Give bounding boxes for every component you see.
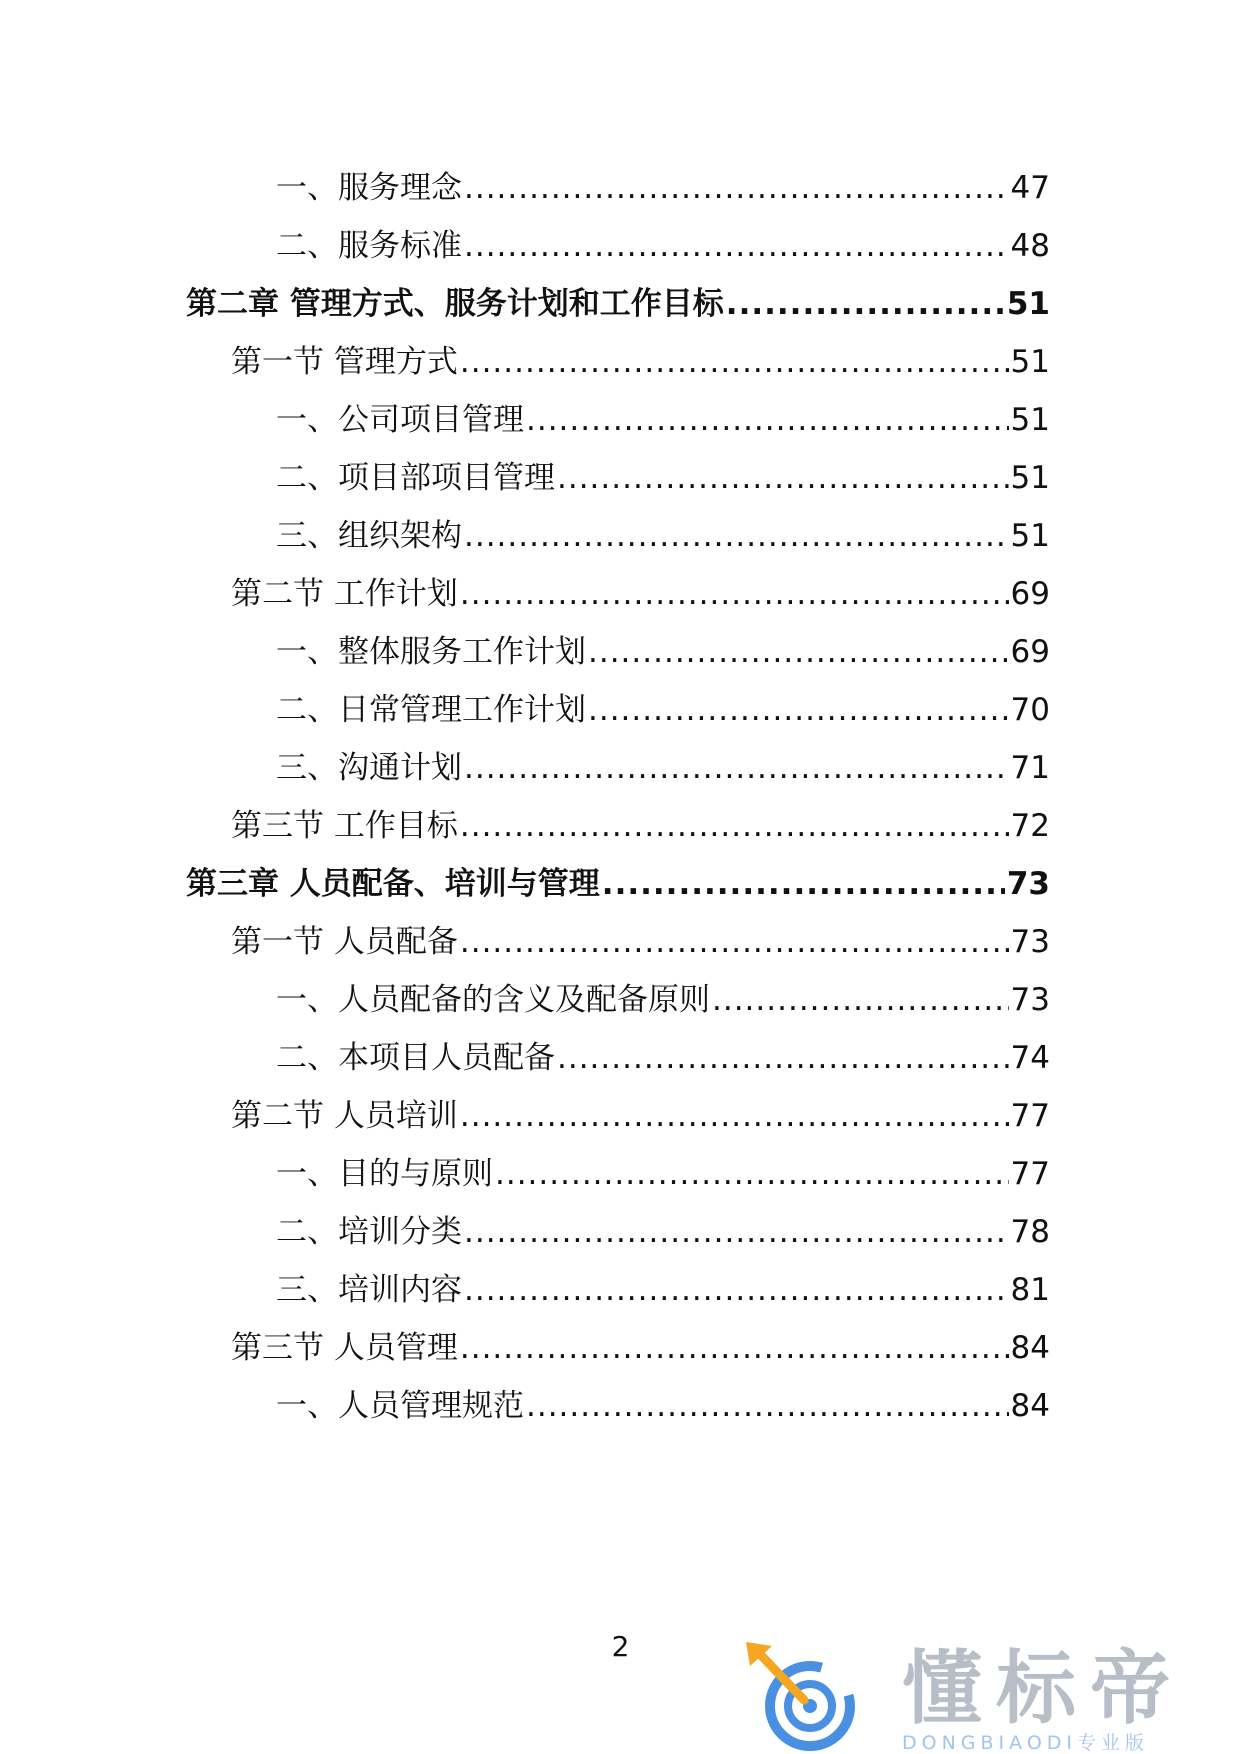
toc-entry-title: 一、目的与原则: [276, 1156, 493, 1192]
toc-entry-page: 84: [1010, 1388, 1050, 1424]
toc-leader-dots: [464, 748, 1009, 788]
toc-leader-dots: [557, 1038, 1009, 1078]
toc-entry[interactable]: [276, 516, 1050, 556]
toc-section-title: 第二节 人员培训: [231, 1098, 458, 1134]
toc-entry-title: 二、项目部项目管理: [276, 460, 555, 496]
toc-entry-page: 74: [1010, 1040, 1050, 1076]
toc-entry[interactable]: [276, 458, 1050, 498]
toc-leader-dots: [464, 516, 1009, 556]
toc-section-page: 72: [1010, 808, 1050, 844]
toc-leader-dots: [464, 1212, 1009, 1252]
page-number: 2: [611, 1630, 630, 1663]
toc-entry-title: 一、公司项目管理: [276, 402, 524, 438]
toc-leader-dots: [460, 574, 1009, 614]
toc-entry[interactable]: [276, 1386, 1050, 1426]
toc-entry-title: 二、服务标准: [276, 228, 462, 264]
toc-entry[interactable]: [276, 1212, 1050, 1252]
toc-section[interactable]: [231, 1328, 1050, 1368]
toc-leader-dots: [557, 458, 1009, 498]
toc-section[interactable]: [231, 922, 1050, 962]
toc-chapter-page: 51: [1006, 286, 1050, 322]
toc-section-title: 第一节 管理方式: [231, 344, 458, 380]
toc-leader-dots: [464, 168, 1009, 208]
toc-entry-page: 51: [1010, 460, 1050, 496]
watermark-brand: 懂标帝: [902, 1642, 1184, 1735]
toc-entry-title: 一、人员配备的含义及配备原则: [276, 982, 710, 1018]
toc-section[interactable]: [231, 574, 1050, 614]
toc-entry-page: 81: [1010, 1272, 1050, 1308]
toc-chapter-title: 第二章 管理方式、服务计划和工作目标: [186, 286, 724, 322]
toc-leader-dots: [526, 400, 1009, 440]
toc-section-page: 84: [1010, 1330, 1050, 1366]
toc-entry-page: 77: [1010, 1156, 1050, 1192]
toc-entry[interactable]: [276, 168, 1050, 208]
toc-section-page: 51: [1010, 344, 1050, 380]
watermark-subtitle: DONGBIAODI专业版: [902, 1732, 1150, 1754]
toc-section-title: 第三节 工作目标: [231, 808, 458, 844]
toc-section-page: 69: [1010, 576, 1050, 612]
toc-leader-dots: [460, 1096, 1009, 1136]
toc-leader-dots: [726, 284, 1005, 324]
toc-section-title: 第二节 工作计划: [231, 576, 458, 612]
toc-leader-dots: [460, 806, 1009, 846]
toc-section-title: 第一节 人员配备: [231, 924, 458, 960]
toc-entry[interactable]: [276, 1154, 1050, 1194]
toc-chapter-page: 73: [1006, 866, 1050, 902]
toc-entry-title: 一、整体服务工作计划: [276, 634, 586, 670]
toc-leader-dots: [464, 226, 1009, 266]
toc-entry-title: 三、组织架构: [276, 518, 462, 554]
toc-entry[interactable]: [276, 400, 1050, 440]
toc-chapter[interactable]: [186, 864, 1050, 904]
toc-leader-dots: [588, 632, 1009, 672]
toc-entry-title: 三、培训内容: [276, 1272, 462, 1308]
target-logo-icon: [742, 1640, 872, 1754]
watermark: [742, 1640, 1222, 1754]
toc-entry[interactable]: [276, 690, 1050, 730]
toc-section[interactable]: [231, 806, 1050, 846]
toc-entry-page: 78: [1010, 1214, 1050, 1250]
toc-entry-title: 二、培训分类: [276, 1214, 462, 1250]
toc-section-page: 77: [1010, 1098, 1050, 1134]
toc-entry[interactable]: [276, 1270, 1050, 1310]
toc-entry[interactable]: [276, 226, 1050, 266]
toc-entry-page: 69: [1010, 634, 1050, 670]
toc-section[interactable]: [231, 1096, 1050, 1136]
toc-leader-dots: [602, 864, 1005, 904]
toc-entry-title: 三、沟通计划: [276, 750, 462, 786]
toc-entry-title: 二、日常管理工作计划: [276, 692, 586, 728]
toc-entry-title: 一、人员管理规范: [276, 1388, 524, 1424]
toc-leader-dots: [464, 1270, 1009, 1310]
toc-entry-page: 70: [1010, 692, 1050, 728]
toc-leader-dots: [588, 690, 1009, 730]
toc-entry-title: 二、本项目人员配备: [276, 1040, 555, 1076]
toc-entry-page: 48: [1010, 228, 1050, 264]
toc-section[interactable]: [231, 342, 1050, 382]
toc-leader-dots: [460, 922, 1009, 962]
toc-leader-dots: [460, 1328, 1009, 1368]
toc-chapter[interactable]: [186, 284, 1050, 324]
toc-entry-title: 一、服务理念: [276, 170, 462, 206]
toc-entry-page: 47: [1010, 170, 1050, 206]
toc-chapter-title: 第三章 人员配备、培训与管理: [186, 866, 600, 902]
toc-entry[interactable]: [276, 1038, 1050, 1078]
toc-entry-page: 51: [1010, 402, 1050, 438]
toc-entry[interactable]: [276, 632, 1050, 672]
toc-leader-dots: [495, 1154, 1009, 1194]
toc-leader-dots: [526, 1386, 1009, 1426]
toc-section-title: 第三节 人员管理: [231, 1330, 458, 1366]
toc-entry-page: 73: [1010, 982, 1050, 1018]
toc-leader-dots: [460, 342, 1009, 382]
toc-leader-dots: [712, 980, 1009, 1020]
toc-entry[interactable]: [276, 748, 1050, 788]
toc-entry-page: 71: [1010, 750, 1050, 786]
toc-section-page: 73: [1010, 924, 1050, 960]
toc-entry-page: 51: [1010, 518, 1050, 554]
toc-entry[interactable]: [276, 980, 1050, 1020]
